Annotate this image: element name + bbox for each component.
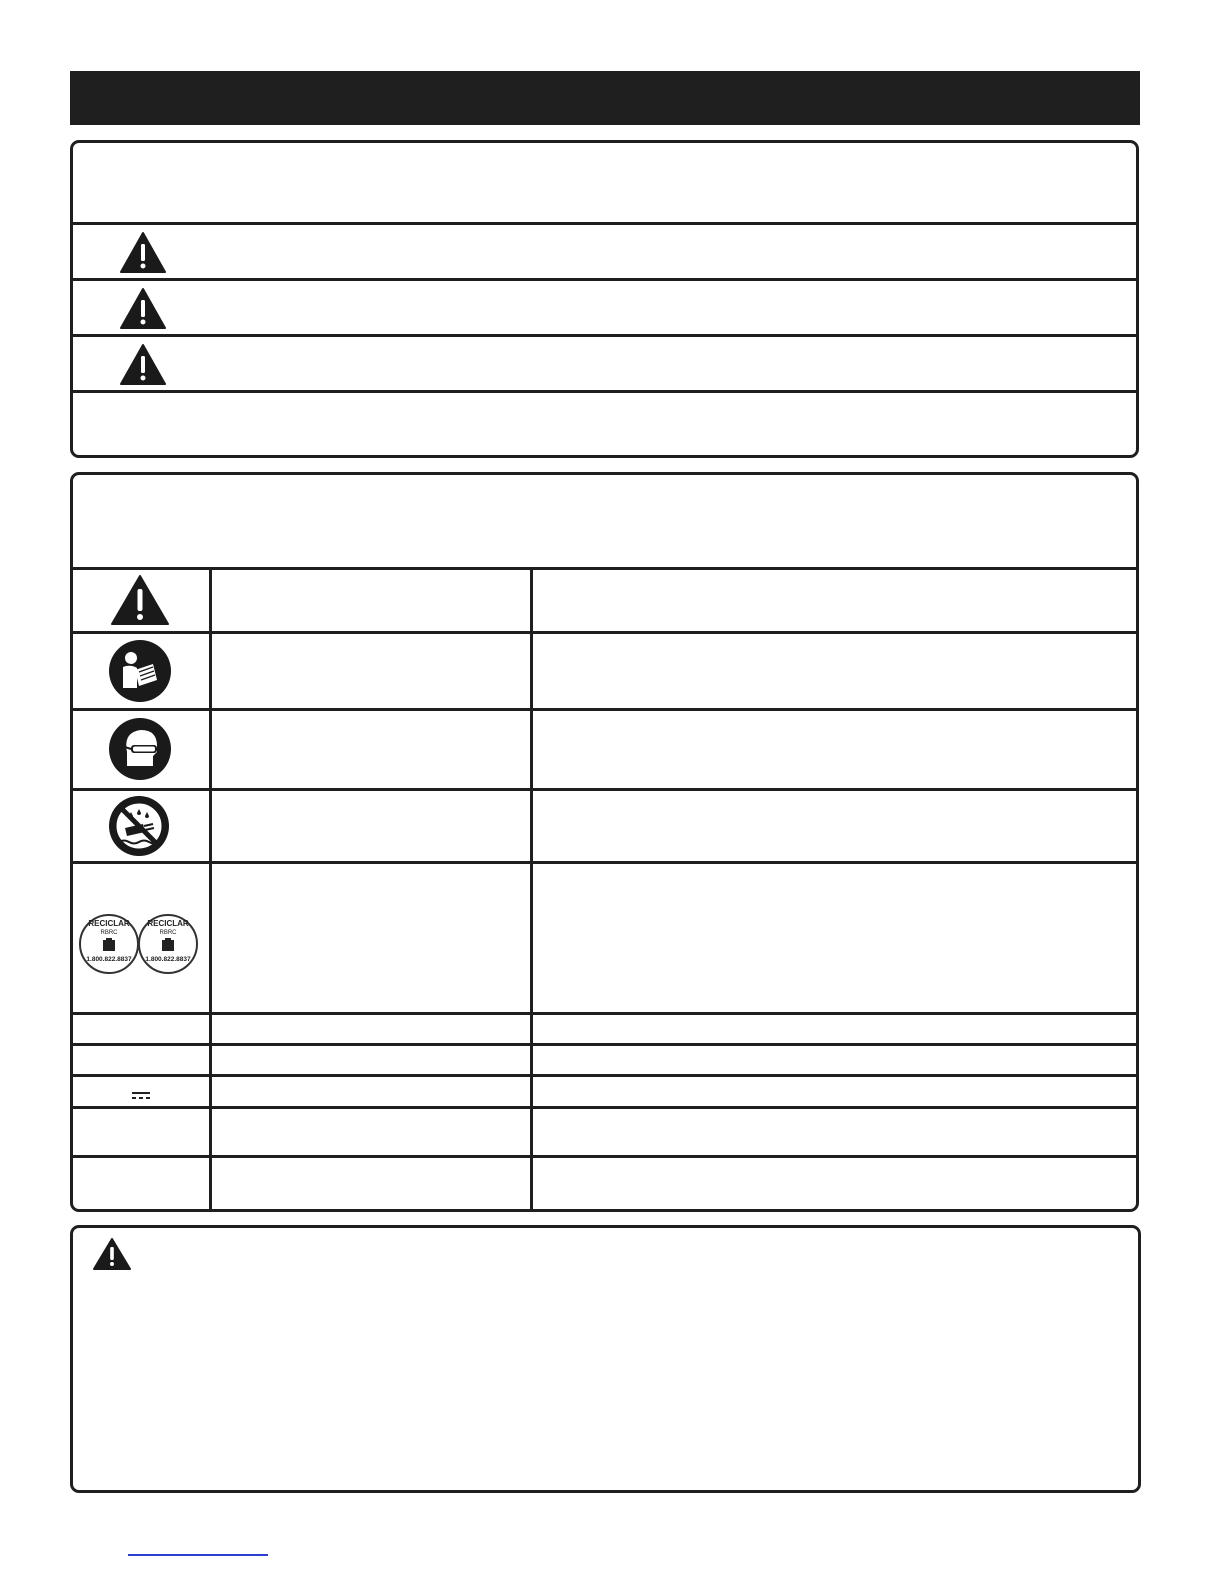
seal-top-text: RECICLAR xyxy=(88,919,130,928)
seal-middle-text: RBRC xyxy=(159,930,177,936)
battery-icon xyxy=(160,938,176,952)
table-row-divider xyxy=(73,861,1136,864)
table-row-divider xyxy=(73,1043,1136,1046)
table-row-divider xyxy=(73,1155,1136,1158)
warning-box xyxy=(70,1225,1141,1493)
seal-bottom-text: 1.800.822.8837 xyxy=(145,956,191,963)
table-row-divider xyxy=(73,631,1136,634)
eye-protection-icon xyxy=(109,718,171,780)
no-wet-conditions-icon xyxy=(109,796,169,856)
read-manual-icon xyxy=(109,640,171,702)
table-row-divider xyxy=(73,1012,1136,1015)
footer-link[interactable] xyxy=(128,1554,268,1556)
table-row-divider xyxy=(73,708,1136,711)
warning-triangle-icon xyxy=(119,343,167,386)
seal-middle-text: RBRC xyxy=(100,930,118,936)
warning-triangle-icon xyxy=(110,574,170,626)
battery-icon xyxy=(101,938,117,952)
seal-top-text: RECICLAR xyxy=(147,919,189,928)
recycle-seal-icon xyxy=(79,914,139,974)
divider xyxy=(73,390,1136,393)
warning-triangle-icon xyxy=(119,231,167,274)
divider xyxy=(73,222,1136,225)
divider xyxy=(73,278,1136,281)
recycle-seal-icon xyxy=(138,914,198,974)
warning-triangle-icon xyxy=(119,287,167,330)
divider xyxy=(73,334,1136,337)
direct-current-icon xyxy=(132,1092,150,1102)
signal-words-box xyxy=(70,140,1139,458)
table-row-divider xyxy=(73,567,1136,570)
table-row-divider xyxy=(73,1106,1136,1109)
table-row-divider xyxy=(73,788,1136,791)
warning-triangle-icon xyxy=(92,1237,132,1271)
table-column-divider xyxy=(530,567,533,1209)
symbols-table xyxy=(70,472,1139,1212)
table-column-divider xyxy=(209,567,212,1209)
table-row-divider xyxy=(73,1074,1136,1077)
seal-bottom-text: 1.800.822.8837 xyxy=(86,956,132,963)
section-header-bar xyxy=(70,71,1140,125)
